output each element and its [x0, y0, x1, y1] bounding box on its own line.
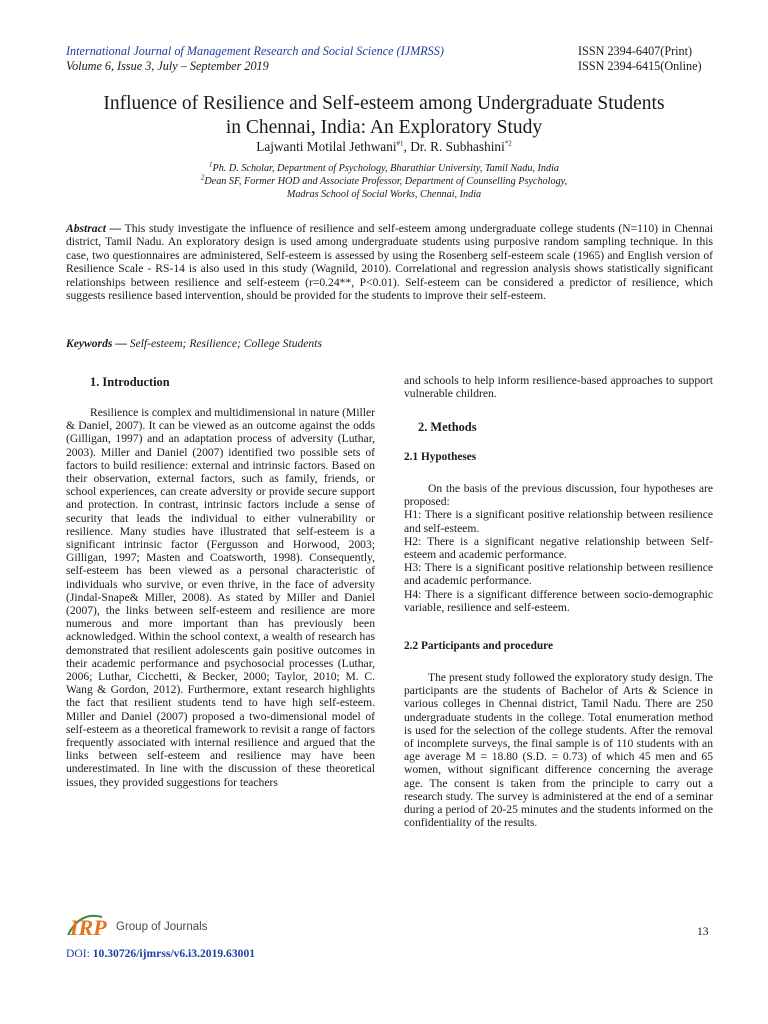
author-2: , Dr. R. Subhashini	[403, 139, 505, 154]
continuation-paragraph: and schools to help inform resilience-based approaches to support vulnerable children.	[404, 374, 713, 401]
author-1-marker: #1	[396, 139, 404, 148]
journal-volume: Volume 6, Issue 3, July – September 2019	[66, 59, 269, 73]
left-column	[66, 406, 375, 789]
hypothesis-4: H4: There is a significant difference between socio-demographic variable, resilience and self-esteem.	[404, 587, 713, 614]
abstract-text: This study investigate the influence of resilience and self-esteem among undergraduate college students (N=110) in Chennai district, Tamil Nadu. An exploratory design is used among undergraduate students using purposive random sampling technique. In this case, two questionnaires are administered, Self-esteem is assessed by using the Rosenberg self-esteem scale (1965) and English version of Resilience Scale - RS-14 is also used in this study (Wagnild, 2010). Correlational and regression analysis shows statistically significant relationships between resilience and self-esteem (r=0.24**, P<0.01). Self-esteem can be considered a predictor of resilience, which suggests resilience based intervention, should be provided for the students to improve their self-esteem.	[66, 222, 713, 303]
issn-block	[578, 44, 702, 74]
subsection-heading-participants: 2.2 Participants and procedure	[404, 640, 553, 652]
hypothesis-2: H2: There is a significant negative relationship between Self-esteem and academic performance.	[404, 534, 713, 562]
paper-title	[40, 92, 728, 140]
hypothesis-3: H3: There is a significant positive relationship between resilience and academic performance.	[404, 561, 713, 588]
doi	[66, 947, 255, 960]
keywords-label: Keywords —	[66, 337, 127, 350]
issn-online: ISSN 2394-6415(Online)	[578, 59, 702, 73]
doi-link[interactable]: 10.30726/ijmrss/v6.i3.2019.63001	[92, 947, 256, 960]
affiliation-1	[40, 162, 728, 175]
affiliation-1-marker: 1	[208, 160, 213, 169]
hypotheses-block	[404, 482, 713, 614]
section-heading-introduction: 1. Introduction	[90, 375, 170, 389]
author-2-marker: *2	[504, 139, 512, 148]
affiliation-2	[40, 175, 728, 188]
title-line-1: Influence of Resilience and Self-esteem among Undergraduate Students	[103, 93, 665, 114]
introduction-paragraph: Resilience is complex and multidimensional in nature (Miller & Daniel, 2007). It can be viewed as an outcome against the odds (Gilligan, 1997) and an adaptation process of adversity (Luthar, 2003). Miller and Daniel (2007) identified two possible sets of factors to build resilience: external and intrinsic factors. Based on their observation, external factors, such as family, friends, or school experiences, can create adversity or provide secure support and protection. In contrast, intrinsic factors include a sense of security that leads the individual to either vulnerability or resilience. Many studies have illustrated that self-esteem is a significant intrinsic factor (Fergusson and Horwood, 2003; Gilligan, 1997; Masten and Coatsworth, 1998). Consequently, self-esteem has been viewed as a personal characteristic of individuals who survive, or even thrive, in the face of adversity (Jindal-Snape& Miller, 2008). As stated by Miller and Daniel (2007), the links between self-esteem and resilience are more numerous and more important than has previously been acknowledged. Within the school context, a wealth of research has demonstrated that resilient adolescents gain positive outcomes in their academic performance and psychosocial processes (Luthar, 2006; Luthar, Cicchetti, & Becker, 2000; Taylor, 2010; M. C. Wang & Gordon, 2012). Furthermore, extant research highlights the fact that resilient students tend to have high self-esteem. Miller and Daniel (2007) proposed a two-dimensional model of self-esteem as a theoretical framework to revisit a range of factors frequently associated with internal resilience and argued that the links between self-esteem and resilience may have been underestimated. In line with the discussion of these theoretical issues, they provided suggestions for teachers	[66, 406, 375, 789]
affiliation-2-text: Dean SF, Former HOD and Associate Professor, Department of Counselling Psychology,	[204, 176, 568, 187]
issn-print: ISSN 2394-6407(Print)	[578, 44, 693, 58]
hypothesis-1: H1: There is a significant positive relationship between resilience and self-esteem.	[404, 508, 713, 535]
affiliation-3: Madras School of Social Works, Chennai, India	[286, 189, 482, 200]
right-column-continuation	[404, 374, 713, 400]
affiliations	[40, 162, 728, 201]
subsection-heading-hypotheses: 2.1 Hypotheses	[404, 451, 477, 463]
section-heading-methods: 2. Methods	[418, 420, 477, 434]
participants-block	[404, 671, 713, 829]
author-line	[40, 139, 728, 155]
author-1: Lajwanti Motilal Jethwani	[256, 139, 397, 154]
logo-text: Group of Journals	[116, 921, 208, 933]
abstract-label: Abstract —	[66, 222, 122, 235]
publisher-logo	[66, 905, 226, 945]
title-line-2: in Chennai, India: An Exploratory Study	[225, 117, 543, 138]
logo-letters: IRP	[70, 915, 107, 940]
hypotheses-intro: On the basis of the previous discussion, four hypotheses are proposed:	[404, 482, 713, 509]
affiliation-2-marker: 2	[200, 173, 205, 182]
keywords-text: Self-esteem; Resilience; College Students	[126, 337, 322, 350]
doi-label: DOI:	[66, 947, 93, 960]
journal-name: International Journal of Management Research and Social Science (IJMRSS)	[66, 44, 444, 58]
participants-paragraph: The present study followed the exploratory study design. The participants are the students of Bachelor of Arts & Science in various colleges in Chennai district, Tamil Nadu. There are 250 undergraduate students in the college. Total enumeration method is used for the selection of the college students. After the removal of incomplete surveys, the final sample is of 110 students with an age average M = 18.80 (S.D. = 0.73) of which 45 men and 65 women, without significant difference concerning the average age. The consent is taken from the principle to carry out a research study. The survey is administered at the end of a seminar during a period of 20-25 minutes and the students informed on the confidentiality of the results.	[404, 671, 713, 830]
journal-header	[66, 44, 444, 74]
abstract	[66, 222, 713, 302]
keywords	[66, 337, 322, 350]
page-number: 13	[697, 925, 709, 938]
affiliation-1-text: Ph. D. Scholar, Department of Psychology, Bharathiar University, Tamil Nadu, India	[212, 163, 560, 174]
